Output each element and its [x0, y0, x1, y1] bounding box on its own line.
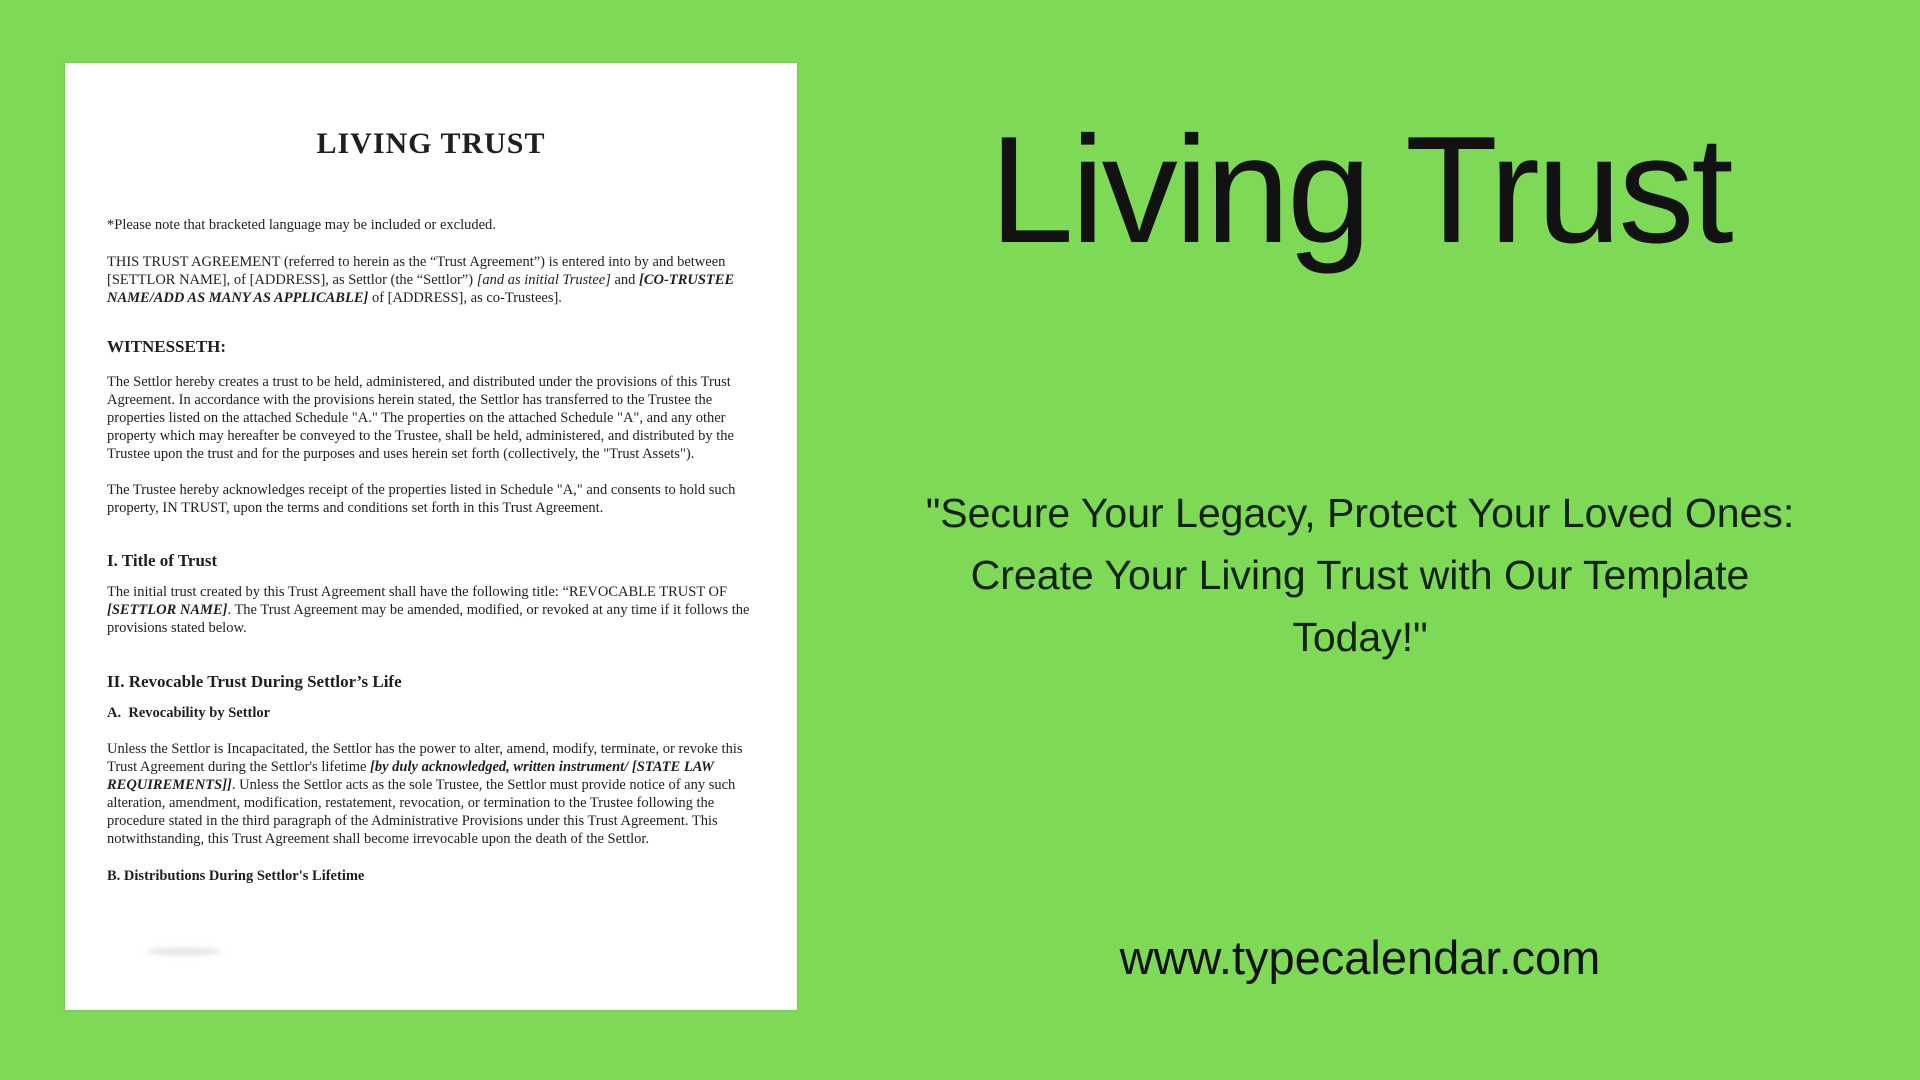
poster-tagline [830, 482, 1890, 668]
section-2a-heading: A. Revocability by Settlor [107, 705, 271, 721]
living-trust-document-preview [65, 63, 797, 1010]
trust-agreement-paragraph [107, 253, 755, 307]
scan-smudge-artifact [147, 947, 221, 956]
agreement-text-3: of [ADDRESS], as co-Trustees]. [368, 290, 562, 306]
section-2a-text-1: Unless the Settlor is Incapacitated, the Settlor has the power to alter, amend, modify, terminate, or revoke this Trust Agreement during the Settlor's lifetime [107, 741, 746, 775]
agreement-cotrustee-placeholder: [CO-TRUSTEE NAME/ADD AS MANY AS APPLICABLE] [107, 272, 738, 306]
witnesseth-heading: WITNESSETH: [107, 337, 227, 356]
poster-tagline-line-1: "Secure Your Legacy, Protect Your Loved Ones: [925, 490, 1795, 536]
section-2-heading: II. Revocable Trust During Settlor’s Life [107, 672, 402, 691]
poster-tagline-line-2: Create Your Living Trust with Our Template [970, 552, 1750, 598]
state-law-requirements-placeholder: [by duly acknowledged, written instrument/ [STATE LAW REQUIREMENTS]] [107, 759, 718, 793]
section-2a-paragraph [107, 740, 755, 848]
website-url: www.typecalendar.com [1119, 931, 1601, 984]
agreement-text-1: THIS TRUST AGREEMENT (referred to herein as the “Trust Agreement”) is entered into by and between [SETTLOR NAME], of [ADDRESS], as Settlor (the “Settlor”) [107, 254, 730, 288]
poster-heading: Living Trust [989, 105, 1731, 275]
section-1-paragraph [107, 583, 755, 637]
poster-tagline-line-3: Today!" [1292, 614, 1428, 660]
document-title: LIVING TRUST [316, 127, 546, 160]
bracketed-language-note: *Please note that bracketed language may be included or excluded. [107, 217, 496, 233]
witnesseth-paragraph-2: The Trustee hereby acknowledges receipt of the properties listed in Schedule "A," and consents to hold such property, IN TRUST, upon the terms and conditions set forth in this Trust Agreement. [107, 482, 739, 516]
section-2b-heading: B. Distributions During Settlor's Lifetime [107, 868, 365, 884]
agreement-text-2: and [610, 272, 640, 288]
section-1-text-2: . The Trust Agreement may be amended, modified, or revoked at any time if it follows the provisions stated below. [107, 602, 754, 636]
agreement-initial-trustee-placeholder: [and as initial Trustee] [476, 272, 611, 288]
section-1-text-1: The initial trust created by this Trust Agreement shall have the following title: “REVOCABLE TRUST OF [107, 584, 731, 600]
section-2a-text-2: . Unless the Settlor acts as the sole Trustee, the Settlor must provide notice of any such alteration, amendment, modification, restatement, revocation, or termination to the Trustee following the procedure stated in the third paragraph of the Administrative Provisions under this Trust Agreement. This notwithstanding, this Trust Agreement shall become irrevocable upon the death of the Settlor. [107, 777, 739, 847]
settlor-name-placeholder: [SETTLOR NAME] [107, 602, 228, 618]
section-1-heading: I. Title of Trust [107, 551, 218, 570]
witnesseth-paragraph-1: The Settlor hereby creates a trust to be held, administered, and distributed under the provisions of this Trust Agreement. In accordance with the provisions herein stated, the Settlor has transferred to the Trustee the properties listed on the attached Schedule "A." The properties on the attached Schedule "A", and any other property which may hereafter be conveyed to the Trustee, shall be held, administered, and distributed by the Trustee upon the trust and for the purposes and uses herein set forth (collectively, the "Trust Assets"). [107, 374, 738, 462]
